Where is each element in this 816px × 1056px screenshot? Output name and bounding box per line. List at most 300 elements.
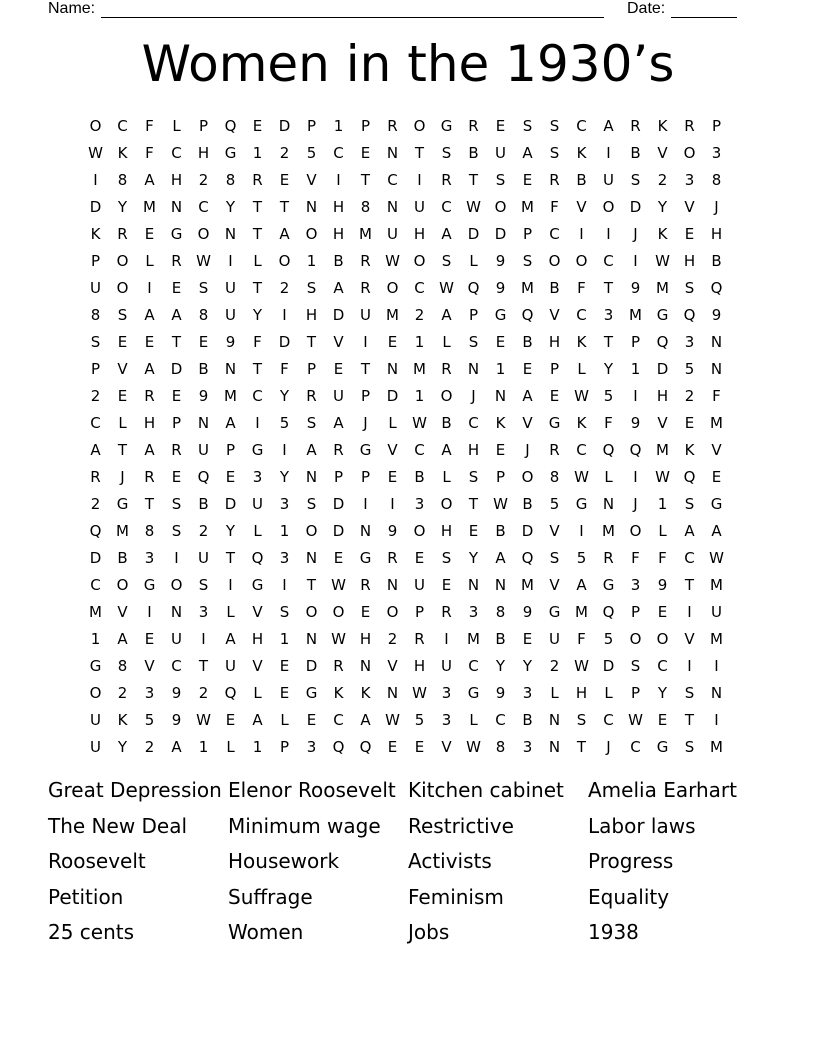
grid-letter[interactable]: 1 bbox=[252, 737, 263, 756]
grid-letter[interactable]: C bbox=[414, 278, 425, 297]
grid-letter[interactable]: Y bbox=[225, 197, 236, 216]
grid-letter[interactable]: U bbox=[333, 386, 344, 405]
date-blank-line[interactable] bbox=[671, 3, 737, 18]
grid-letter[interactable]: E bbox=[360, 143, 371, 162]
grid-letter[interactable]: D bbox=[494, 224, 507, 243]
grid-letter[interactable]: 3 bbox=[684, 170, 695, 189]
grid-letter[interactable]: D bbox=[467, 224, 480, 243]
grid-letter[interactable]: S bbox=[630, 656, 641, 675]
grid-letter[interactable]: 1 bbox=[252, 143, 263, 162]
grid-letter[interactable]: 9 bbox=[495, 278, 506, 297]
grid-letter[interactable]: N bbox=[359, 521, 372, 540]
grid-letter[interactable]: 8 bbox=[117, 656, 128, 675]
grid-letter[interactable]: I bbox=[282, 440, 287, 459]
grid-letter[interactable]: Q bbox=[197, 467, 210, 486]
grid-letter[interactable]: 2 bbox=[198, 683, 209, 702]
grid-letter[interactable]: M bbox=[710, 413, 723, 432]
grid-letter[interactable]: G bbox=[89, 656, 102, 675]
grid-letter[interactable]: T bbox=[414, 143, 425, 162]
grid-letter[interactable]: U bbox=[360, 305, 371, 324]
grid-letter[interactable]: P bbox=[414, 602, 425, 621]
grid-letter[interactable]: U bbox=[414, 197, 425, 216]
grid-letter[interactable]: 3 bbox=[468, 602, 479, 621]
grid-letter[interactable]: M bbox=[143, 197, 156, 216]
grid-letter[interactable]: H bbox=[440, 521, 453, 540]
grid-letter[interactable]: V bbox=[306, 170, 317, 189]
grid-letter[interactable]: 2 bbox=[549, 656, 560, 675]
grid-letter[interactable]: A bbox=[522, 386, 533, 405]
grid-letter[interactable]: A bbox=[252, 710, 263, 729]
grid-letter[interactable]: O bbox=[440, 386, 453, 405]
grid-letter[interactable]: Q bbox=[521, 548, 534, 567]
grid-letter[interactable]: G bbox=[656, 737, 669, 756]
grid-letter[interactable]: Y bbox=[252, 305, 263, 324]
grid-letter[interactable]: F bbox=[631, 548, 640, 567]
grid-letter[interactable]: W bbox=[574, 386, 589, 405]
grid-letter[interactable]: V bbox=[387, 440, 398, 459]
grid-letter[interactable]: H bbox=[710, 224, 723, 243]
grid-letter[interactable]: A bbox=[171, 737, 182, 756]
grid-letter[interactable]: D bbox=[332, 494, 345, 513]
grid-letter[interactable]: S bbox=[306, 413, 317, 432]
grid-letter[interactable]: K bbox=[657, 224, 668, 243]
grid-letter[interactable]: L bbox=[604, 467, 613, 486]
grid-letter[interactable]: 9 bbox=[495, 683, 506, 702]
grid-letter[interactable]: D bbox=[332, 521, 345, 540]
grid-letter[interactable]: L bbox=[442, 467, 451, 486]
grid-letter[interactable]: 3 bbox=[522, 737, 533, 756]
grid-letter[interactable]: K bbox=[576, 143, 587, 162]
grid-letter[interactable]: S bbox=[90, 332, 101, 351]
grid-letter[interactable]: G bbox=[305, 683, 318, 702]
grid-letter[interactable]: S bbox=[171, 521, 182, 540]
grid-letter[interactable]: 1 bbox=[495, 359, 506, 378]
grid-letter[interactable]: U bbox=[252, 494, 263, 513]
grid-letter[interactable]: N bbox=[710, 683, 723, 702]
grid-letter[interactable]: O bbox=[197, 224, 210, 243]
grid-letter[interactable]: N bbox=[305, 548, 318, 567]
grid-letter[interactable]: L bbox=[253, 683, 262, 702]
grid-letter[interactable]: A bbox=[684, 521, 695, 540]
grid-letter[interactable]: E bbox=[495, 116, 506, 135]
grid-letter[interactable]: 5 bbox=[144, 710, 155, 729]
grid-letter[interactable]: G bbox=[656, 305, 669, 324]
grid-letter[interactable]: V bbox=[252, 656, 263, 675]
grid-letter[interactable]: Q bbox=[683, 467, 696, 486]
grid-letter[interactable]: E bbox=[684, 413, 695, 432]
grid-letter[interactable]: N bbox=[305, 197, 318, 216]
grid-letter[interactable]: G bbox=[116, 494, 129, 513]
grid-letter[interactable]: B bbox=[711, 251, 722, 270]
grid-letter[interactable]: M bbox=[710, 629, 723, 648]
grid-letter[interactable]: P bbox=[630, 602, 641, 621]
grid-letter[interactable]: L bbox=[280, 710, 289, 729]
grid-letter[interactable]: B bbox=[576, 170, 587, 189]
grid-letter[interactable]: A bbox=[306, 440, 317, 459]
grid-letter[interactable]: H bbox=[170, 170, 183, 189]
grid-letter[interactable]: C bbox=[333, 710, 344, 729]
grid-letter[interactable]: A bbox=[441, 224, 452, 243]
grid-letter[interactable]: W bbox=[574, 467, 589, 486]
grid-letter[interactable]: Q bbox=[710, 278, 723, 297]
grid-letter[interactable]: I bbox=[579, 521, 584, 540]
grid-letter[interactable]: I bbox=[93, 170, 98, 189]
grid-letter[interactable]: Y bbox=[117, 737, 128, 756]
grid-letter[interactable]: S bbox=[522, 251, 533, 270]
grid-letter[interactable]: 3 bbox=[144, 548, 155, 567]
grid-letter[interactable]: U bbox=[387, 224, 398, 243]
grid-letter[interactable]: N bbox=[386, 359, 399, 378]
grid-letter[interactable]: U bbox=[225, 278, 236, 297]
grid-letter[interactable]: V bbox=[441, 737, 452, 756]
grid-letter[interactable]: B bbox=[117, 548, 128, 567]
grid-letter[interactable]: N bbox=[710, 359, 723, 378]
grid-letter[interactable]: R bbox=[171, 251, 182, 270]
grid-letter[interactable]: L bbox=[226, 602, 235, 621]
grid-letter[interactable]: U bbox=[198, 548, 209, 567]
grid-letter[interactable]: W bbox=[439, 278, 454, 297]
grid-letter[interactable]: F bbox=[550, 197, 559, 216]
grid-letter[interactable]: E bbox=[198, 332, 209, 351]
grid-letter[interactable]: 2 bbox=[198, 170, 209, 189]
grid-letter[interactable]: C bbox=[576, 305, 587, 324]
grid-letter[interactable]: O bbox=[494, 197, 507, 216]
grid-letter[interactable]: I bbox=[687, 602, 692, 621]
grid-letter[interactable]: 9 bbox=[171, 683, 182, 702]
grid-letter[interactable]: V bbox=[117, 602, 128, 621]
grid-letter[interactable]: K bbox=[657, 116, 668, 135]
grid-letter[interactable]: 3 bbox=[279, 548, 290, 567]
grid-letter[interactable]: U bbox=[711, 602, 722, 621]
grid-letter[interactable]: T bbox=[198, 656, 209, 675]
grid-letter[interactable]: A bbox=[144, 359, 155, 378]
grid-letter[interactable]: G bbox=[440, 116, 453, 135]
grid-letter[interactable]: G bbox=[359, 440, 372, 459]
grid-letter[interactable]: O bbox=[440, 494, 453, 513]
grid-letter[interactable]: N bbox=[602, 494, 615, 513]
grid-letter[interactable]: 5 bbox=[549, 494, 560, 513]
grid-letter[interactable]: B bbox=[630, 143, 641, 162]
grid-letter[interactable]: 8 bbox=[495, 737, 506, 756]
grid-letter[interactable]: F bbox=[712, 386, 721, 405]
grid-letter[interactable]: T bbox=[306, 575, 317, 594]
grid-letter[interactable]: O bbox=[116, 575, 129, 594]
grid-letter[interactable]: P bbox=[306, 359, 317, 378]
grid-letter[interactable]: N bbox=[170, 602, 183, 621]
grid-letter[interactable]: M bbox=[656, 278, 669, 297]
grid-letter[interactable]: 9 bbox=[630, 278, 641, 297]
grid-letter[interactable]: Y bbox=[117, 197, 128, 216]
grid-letter[interactable]: C bbox=[117, 116, 128, 135]
grid-letter[interactable]: M bbox=[710, 737, 723, 756]
grid-letter[interactable]: L bbox=[469, 251, 478, 270]
grid-letter[interactable]: G bbox=[251, 575, 264, 594]
grid-letter[interactable]: A bbox=[144, 440, 155, 459]
grid-letter[interactable]: 2 bbox=[657, 170, 668, 189]
grid-letter[interactable]: G bbox=[467, 683, 480, 702]
grid-letter[interactable]: M bbox=[629, 305, 642, 324]
grid-letter[interactable]: Q bbox=[602, 602, 615, 621]
grid-letter[interactable]: W bbox=[466, 197, 481, 216]
grid-letter[interactable]: K bbox=[576, 332, 587, 351]
grid-letter[interactable]: A bbox=[603, 116, 614, 135]
grid-letter[interactable]: I bbox=[606, 224, 611, 243]
grid-letter[interactable]: S bbox=[198, 575, 209, 594]
grid-letter[interactable]: H bbox=[656, 386, 669, 405]
grid-letter[interactable]: S bbox=[630, 170, 641, 189]
grid-letter[interactable]: F bbox=[145, 143, 154, 162]
grid-letter[interactable]: A bbox=[117, 629, 128, 648]
grid-letter[interactable]: E bbox=[360, 602, 371, 621]
grid-letter[interactable]: I bbox=[633, 386, 638, 405]
grid-letter[interactable]: A bbox=[522, 143, 533, 162]
grid-letter[interactable]: R bbox=[117, 224, 128, 243]
grid-letter[interactable]: D bbox=[224, 494, 237, 513]
grid-letter[interactable]: Q bbox=[521, 305, 534, 324]
grid-letter[interactable]: J bbox=[633, 224, 638, 243]
grid-letter[interactable]: E bbox=[387, 332, 398, 351]
grid-letter[interactable]: P bbox=[360, 467, 371, 486]
grid-letter[interactable]: N bbox=[359, 656, 372, 675]
grid-letter[interactable]: Q bbox=[224, 116, 237, 135]
grid-letter[interactable]: I bbox=[201, 629, 206, 648]
grid-letter[interactable]: C bbox=[468, 413, 479, 432]
grid-letter[interactable]: V bbox=[522, 413, 533, 432]
grid-letter[interactable]: P bbox=[306, 116, 317, 135]
grid-letter[interactable]: 2 bbox=[144, 737, 155, 756]
grid-letter[interactable]: 1 bbox=[414, 386, 425, 405]
grid-letter[interactable]: E bbox=[333, 359, 344, 378]
grid-letter[interactable]: U bbox=[90, 710, 101, 729]
grid-letter[interactable]: E bbox=[171, 386, 182, 405]
grid-letter[interactable]: 5 bbox=[603, 386, 614, 405]
grid-letter[interactable]: B bbox=[333, 251, 344, 270]
grid-letter[interactable]: I bbox=[417, 170, 422, 189]
grid-letter[interactable]: E bbox=[144, 224, 155, 243]
grid-letter[interactable]: E bbox=[279, 683, 290, 702]
grid-letter[interactable]: J bbox=[525, 440, 530, 459]
grid-letter[interactable]: P bbox=[198, 116, 209, 135]
grid-letter[interactable]: U bbox=[549, 629, 560, 648]
grid-letter[interactable]: V bbox=[549, 305, 560, 324]
grid-letter[interactable]: V bbox=[333, 332, 344, 351]
grid-letter[interactable]: H bbox=[143, 413, 156, 432]
grid-letter[interactable]: J bbox=[714, 197, 719, 216]
grid-letter[interactable]: A bbox=[144, 305, 155, 324]
grid-letter[interactable]: T bbox=[684, 575, 695, 594]
grid-letter[interactable]: C bbox=[441, 197, 452, 216]
grid-letter[interactable]: U bbox=[198, 440, 209, 459]
grid-letter[interactable]: M bbox=[89, 602, 102, 621]
grid-letter[interactable]: P bbox=[549, 359, 560, 378]
grid-letter[interactable]: W bbox=[655, 251, 670, 270]
grid-letter[interactable]: Y bbox=[225, 521, 236, 540]
grid-letter[interactable]: 9 bbox=[522, 602, 533, 621]
grid-letter[interactable]: E bbox=[522, 170, 533, 189]
grid-letter[interactable]: M bbox=[521, 278, 534, 297]
grid-letter[interactable]: W bbox=[412, 683, 427, 702]
grid-letter[interactable]: N bbox=[467, 575, 480, 594]
grid-letter[interactable]: I bbox=[147, 602, 152, 621]
grid-letter[interactable]: A bbox=[333, 413, 344, 432]
grid-letter[interactable]: A bbox=[441, 305, 452, 324]
grid-letter[interactable]: Q bbox=[602, 440, 615, 459]
grid-letter[interactable]: W bbox=[196, 710, 211, 729]
grid-letter[interactable]: S bbox=[549, 548, 560, 567]
grid-letter[interactable]: I bbox=[282, 305, 287, 324]
grid-letter[interactable]: V bbox=[711, 440, 722, 459]
grid-letter[interactable]: B bbox=[198, 494, 209, 513]
grid-letter[interactable]: 2 bbox=[90, 494, 101, 513]
grid-letter[interactable]: N bbox=[305, 467, 318, 486]
grid-letter[interactable]: W bbox=[385, 251, 400, 270]
grid-letter[interactable]: Q bbox=[224, 683, 237, 702]
grid-letter[interactable]: 5 bbox=[414, 710, 425, 729]
grid-letter[interactable]: Y bbox=[657, 197, 668, 216]
grid-letter[interactable]: E bbox=[306, 710, 317, 729]
grid-letter[interactable]: N bbox=[710, 332, 723, 351]
grid-letter[interactable]: P bbox=[711, 116, 722, 135]
grid-letter[interactable]: C bbox=[333, 143, 344, 162]
grid-letter[interactable]: P bbox=[279, 737, 290, 756]
grid-letter[interactable]: 1 bbox=[279, 629, 290, 648]
grid-letter[interactable]: L bbox=[253, 521, 262, 540]
grid-letter[interactable]: E bbox=[414, 737, 425, 756]
grid-letter[interactable]: C bbox=[468, 656, 479, 675]
grid-letter[interactable]: U bbox=[225, 656, 236, 675]
grid-letter[interactable]: E bbox=[711, 467, 722, 486]
grid-letter[interactable]: W bbox=[466, 737, 481, 756]
grid-letter[interactable]: E bbox=[657, 602, 668, 621]
grid-letter[interactable]: I bbox=[147, 278, 152, 297]
grid-letter[interactable]: L bbox=[469, 710, 478, 729]
grid-letter[interactable]: T bbox=[252, 359, 263, 378]
grid-letter[interactable]: I bbox=[336, 170, 341, 189]
grid-letter[interactable]: O bbox=[683, 143, 696, 162]
grid-letter[interactable]: S bbox=[684, 737, 695, 756]
grid-letter[interactable]: O bbox=[548, 251, 561, 270]
grid-letter[interactable]: W bbox=[655, 467, 670, 486]
grid-letter[interactable]: B bbox=[522, 332, 533, 351]
grid-letter[interactable]: E bbox=[495, 440, 506, 459]
grid-letter[interactable]: P bbox=[171, 413, 182, 432]
grid-letter[interactable]: T bbox=[279, 197, 290, 216]
grid-letter[interactable]: N bbox=[548, 710, 561, 729]
grid-letter[interactable]: C bbox=[198, 197, 209, 216]
grid-letter[interactable]: D bbox=[89, 548, 102, 567]
grid-letter[interactable]: P bbox=[495, 467, 506, 486]
grid-letter[interactable]: Q bbox=[683, 305, 696, 324]
grid-letter[interactable]: 3 bbox=[603, 305, 614, 324]
grid-letter[interactable]: 2 bbox=[387, 629, 398, 648]
grid-letter[interactable]: M bbox=[521, 575, 534, 594]
grid-letter[interactable]: W bbox=[628, 710, 643, 729]
grid-letter[interactable]: 3 bbox=[252, 467, 263, 486]
grid-letter[interactable]: F bbox=[577, 278, 586, 297]
grid-letter[interactable]: H bbox=[251, 629, 264, 648]
grid-letter[interactable]: I bbox=[633, 251, 638, 270]
grid-letter[interactable]: W bbox=[493, 494, 508, 513]
grid-letter[interactable]: 3 bbox=[279, 494, 290, 513]
grid-letter[interactable]: M bbox=[386, 305, 399, 324]
grid-letter[interactable]: N bbox=[494, 386, 507, 405]
grid-letter[interactable]: I bbox=[714, 656, 719, 675]
grid-letter[interactable]: S bbox=[684, 278, 695, 297]
grid-letter[interactable]: T bbox=[252, 197, 263, 216]
grid-letter[interactable]: Q bbox=[656, 332, 669, 351]
grid-letter[interactable]: O bbox=[629, 521, 642, 540]
grid-letter[interactable]: R bbox=[441, 170, 452, 189]
grid-letter[interactable]: J bbox=[471, 386, 476, 405]
grid-letter[interactable]: C bbox=[252, 386, 263, 405]
grid-letter[interactable]: G bbox=[224, 143, 237, 162]
grid-letter[interactable]: D bbox=[278, 116, 291, 135]
grid-letter[interactable]: 3 bbox=[198, 602, 209, 621]
grid-letter[interactable]: E bbox=[279, 656, 290, 675]
grid-letter[interactable]: T bbox=[684, 710, 695, 729]
grid-letter[interactable]: R bbox=[441, 359, 452, 378]
grid-letter[interactable]: 8 bbox=[90, 305, 101, 324]
grid-letter[interactable]: U bbox=[225, 305, 236, 324]
grid-letter[interactable]: U bbox=[171, 629, 182, 648]
grid-letter[interactable]: B bbox=[495, 521, 506, 540]
grid-letter[interactable]: W bbox=[331, 575, 346, 594]
grid-letter[interactable]: D bbox=[332, 305, 345, 324]
grid-letter[interactable]: I bbox=[228, 575, 233, 594]
grid-letter[interactable]: U bbox=[90, 737, 101, 756]
grid-letter[interactable]: O bbox=[305, 602, 318, 621]
grid-letter[interactable]: R bbox=[549, 170, 560, 189]
grid-letter[interactable]: U bbox=[603, 170, 614, 189]
grid-letter[interactable]: E bbox=[684, 224, 695, 243]
grid-letter[interactable]: S bbox=[441, 548, 452, 567]
grid-letter[interactable]: 3 bbox=[522, 683, 533, 702]
grid-letter[interactable]: R bbox=[144, 467, 155, 486]
grid-letter[interactable]: I bbox=[687, 656, 692, 675]
grid-letter[interactable]: 8 bbox=[198, 305, 209, 324]
grid-letter[interactable]: O bbox=[386, 278, 399, 297]
grid-letter[interactable]: P bbox=[333, 467, 344, 486]
grid-letter[interactable]: Q bbox=[629, 440, 642, 459]
grid-letter[interactable]: V bbox=[684, 629, 695, 648]
name-blank-line[interactable] bbox=[101, 3, 604, 18]
grid-letter[interactable]: Q bbox=[89, 521, 102, 540]
grid-letter[interactable]: O bbox=[170, 575, 183, 594]
grid-letter[interactable]: M bbox=[467, 629, 480, 648]
grid-letter[interactable]: I bbox=[390, 494, 395, 513]
grid-letter[interactable]: I bbox=[363, 494, 368, 513]
grid-letter[interactable]: R bbox=[90, 467, 101, 486]
grid-letter[interactable]: Q bbox=[359, 737, 372, 756]
grid-letter[interactable]: O bbox=[575, 251, 588, 270]
grid-letter[interactable]: T bbox=[252, 224, 263, 243]
grid-letter[interactable]: N bbox=[305, 629, 318, 648]
grid-letter[interactable]: D bbox=[656, 359, 669, 378]
grid-letter[interactable]: H bbox=[332, 224, 345, 243]
grid-letter[interactable]: 9 bbox=[387, 521, 398, 540]
grid-letter[interactable]: G bbox=[710, 494, 723, 513]
grid-letter[interactable]: B bbox=[522, 710, 533, 729]
grid-letter[interactable]: E bbox=[522, 359, 533, 378]
grid-letter[interactable]: E bbox=[414, 548, 425, 567]
grid-letter[interactable]: S bbox=[549, 116, 560, 135]
grid-letter[interactable]: 2 bbox=[414, 305, 425, 324]
grid-letter[interactable]: V bbox=[684, 197, 695, 216]
grid-letter[interactable]: E bbox=[549, 386, 560, 405]
grid-letter[interactable]: K bbox=[333, 683, 344, 702]
grid-letter[interactable]: T bbox=[117, 440, 128, 459]
grid-letter[interactable]: R bbox=[468, 116, 479, 135]
